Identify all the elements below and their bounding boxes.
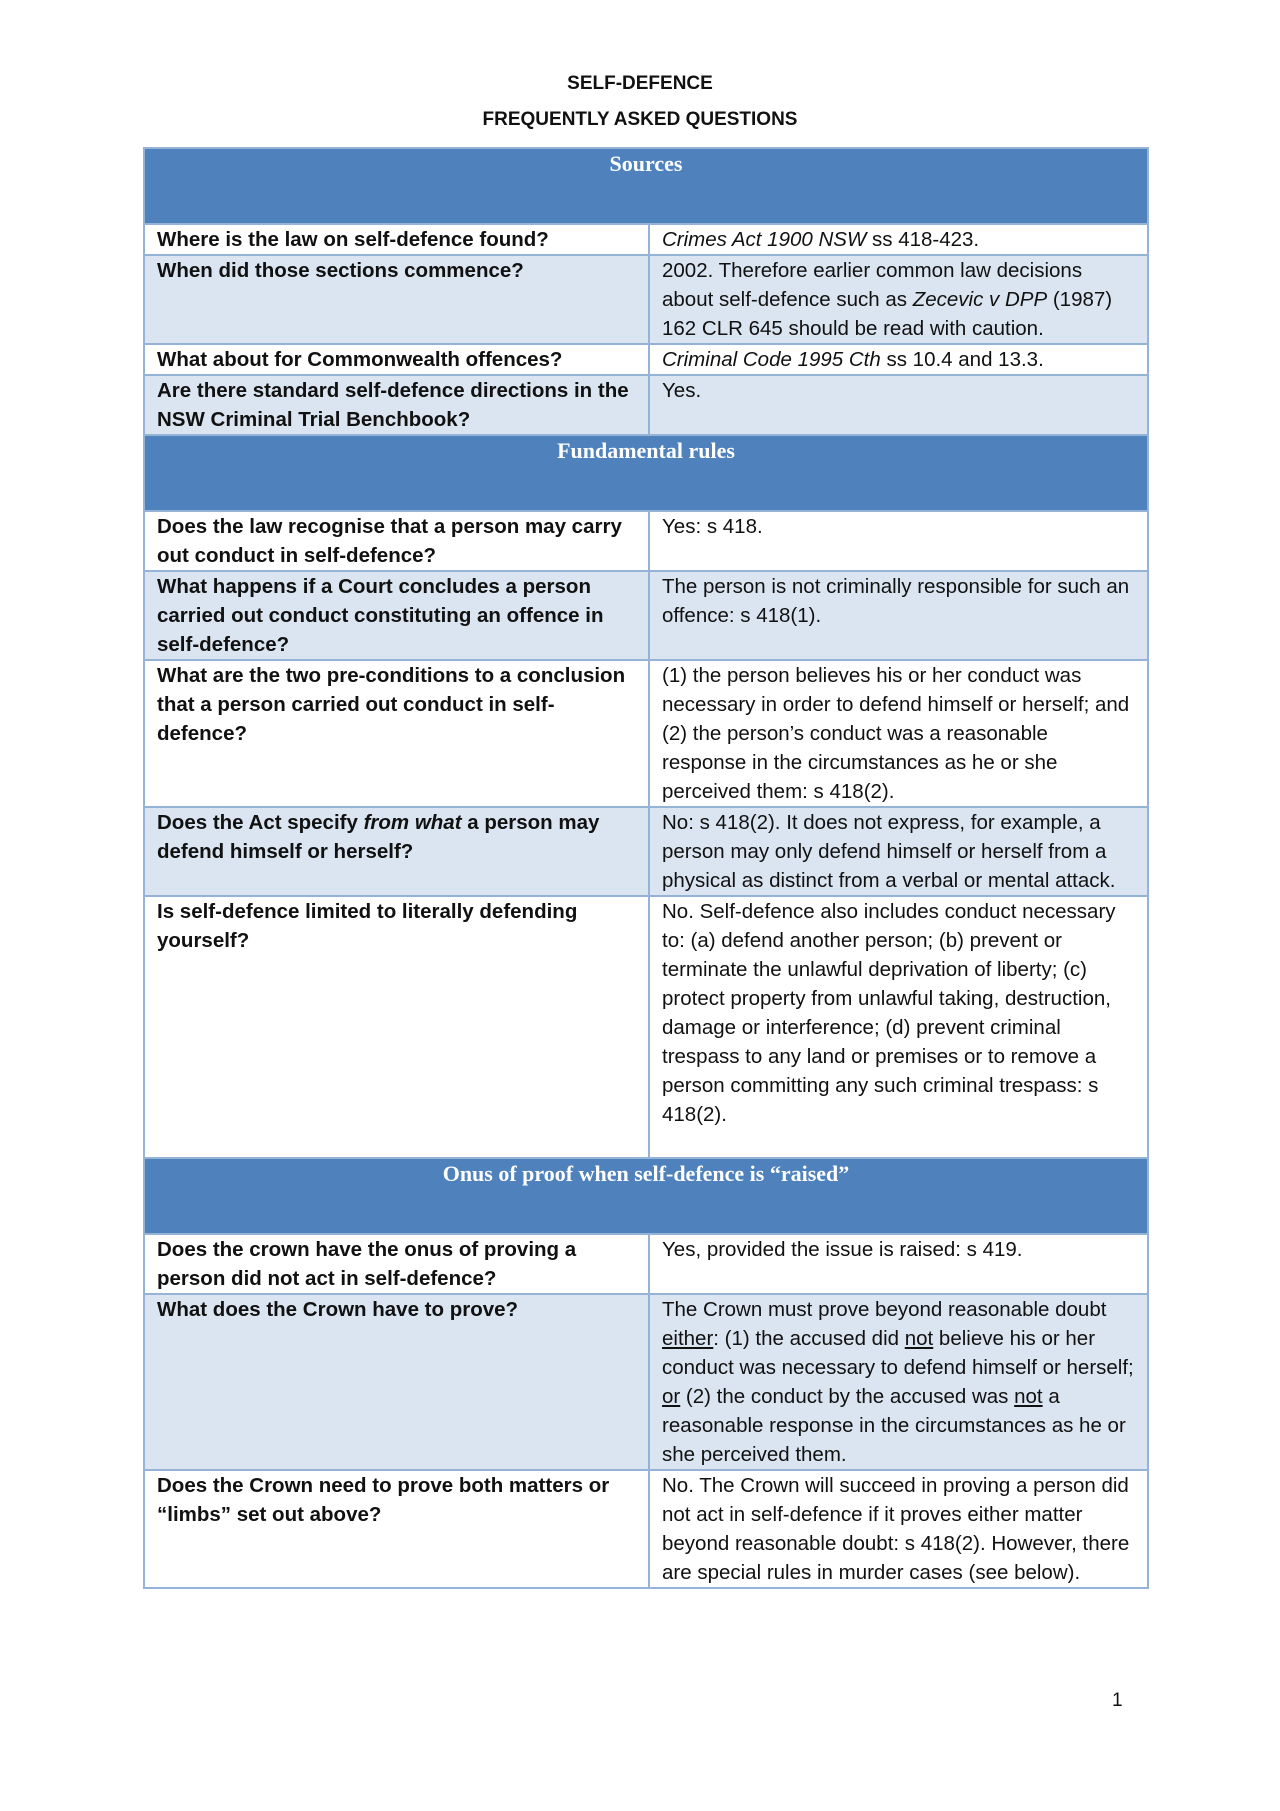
faq-row	[144, 660, 1148, 807]
faq-table	[143, 147, 1149, 1589]
faq-question: What about for Commonwealth offences?	[144, 344, 649, 375]
section-title: Sources	[144, 148, 1148, 224]
section-header-onus-of-proof	[144, 1158, 1148, 1234]
page-number: 1	[1112, 1690, 1123, 1711]
faq-row	[144, 1294, 1148, 1470]
faq-question: Does the Act specify from what a person may defend himself or herself?	[144, 807, 649, 896]
faq-answer: Criminal Code 1995 Cth ss 10.4 and 13.3.	[649, 344, 1148, 375]
faq-question: Is self-defence limited to literally defending yourself?	[144, 896, 649, 1158]
faq-answer: The person is not criminally responsible for such an offence: s 418(1).	[649, 571, 1148, 660]
faq-row	[144, 1470, 1148, 1588]
faq-question: What happens if a Court concludes a person carried out conduct constituting an offence in self-defence?	[144, 571, 649, 660]
document-subtitle: FREQUENTLY ASKED QUESTIONS	[482, 109, 798, 130]
faq-row	[144, 375, 1148, 435]
faq-answer: No. The Crown will succeed in proving a person did not act in self-defence if it proves either matter beyond reasonable doubt: s 418(2). However, there are special rules in murder cases (see below).	[649, 1470, 1148, 1588]
faq-answer: Crimes Act 1900 NSW ss 418-423.	[649, 224, 1148, 255]
faq-question: What does the Crown have to prove?	[144, 1294, 649, 1470]
faq-row	[144, 344, 1148, 375]
faq-answer: No: s 418(2). It does not express, for example, a person may only defend himself or herself from a physical as distinct from a verbal or mental attack.	[649, 807, 1148, 896]
faq-answer: (1) the person believes his or her conduct was necessary in order to defend himself or herself; and (2) the person’s conduct was a reasonable response in the circumstances as he or she perceived them: s 418(2).	[649, 660, 1148, 807]
faq-question: Are there standard self-defence directions in the NSW Criminal Trial Benchbook?	[144, 375, 649, 435]
faq-question: Where is the law on self-defence found?	[144, 224, 649, 255]
faq-row	[144, 807, 1148, 896]
faq-answer: 2002. Therefore earlier common law decisions about self-defence such as Zecevic v DPP (1987) 162 CLR 645 should be read with caution.	[649, 255, 1148, 344]
faq-answer: Yes.	[649, 375, 1148, 435]
section-title: Onus of proof when self-defence is “raised”	[144, 1158, 1148, 1234]
faq-row	[144, 571, 1148, 660]
section-header-sources	[144, 148, 1148, 224]
document-title: SELF-DEFENCE	[567, 73, 713, 94]
faq-answer: Yes, provided the issue is raised: s 419.	[649, 1234, 1148, 1294]
section-title: Fundamental rules	[144, 435, 1148, 511]
section-header-fundamental-rules	[144, 435, 1148, 511]
faq-row	[144, 896, 1148, 1158]
faq-row	[144, 511, 1148, 571]
faq-answer: The Crown must prove beyond reasonable doubt either: (1) the accused did not believe his or her conduct was necessary to defend himself or herself; or (2) the conduct by the accused was not a reasonable response in the circumstances as he or she perceived them.	[649, 1294, 1148, 1470]
faq-question: When did those sections commence?	[144, 255, 649, 344]
document-header	[0, 66, 1280, 138]
faq-question: What are the two pre-conditions to a conclusion that a person carried out conduct in self-defence?	[144, 660, 649, 807]
faq-answer: No. Self-defence also includes conduct necessary to: (a) defend another person; (b) prevent or terminate the unlawful deprivation of liberty; (c) protect property from unlawful taking, destruction, damage or interference; (d) prevent criminal trespass to any land or premises or to remove a person committing any such criminal trespass: s 418(2).	[649, 896, 1148, 1158]
faq-row	[144, 255, 1148, 344]
faq-question: Does the law recognise that a person may carry out conduct in self-defence?	[144, 511, 649, 571]
faq-row	[144, 1234, 1148, 1294]
faq-question: Does the Crown need to prove both matters or “limbs” set out above?	[144, 1470, 649, 1588]
faq-row	[144, 224, 1148, 255]
faq-answer: Yes: s 418.	[649, 511, 1148, 571]
faq-question: Does the crown have the onus of proving a person did not act in self-defence?	[144, 1234, 649, 1294]
